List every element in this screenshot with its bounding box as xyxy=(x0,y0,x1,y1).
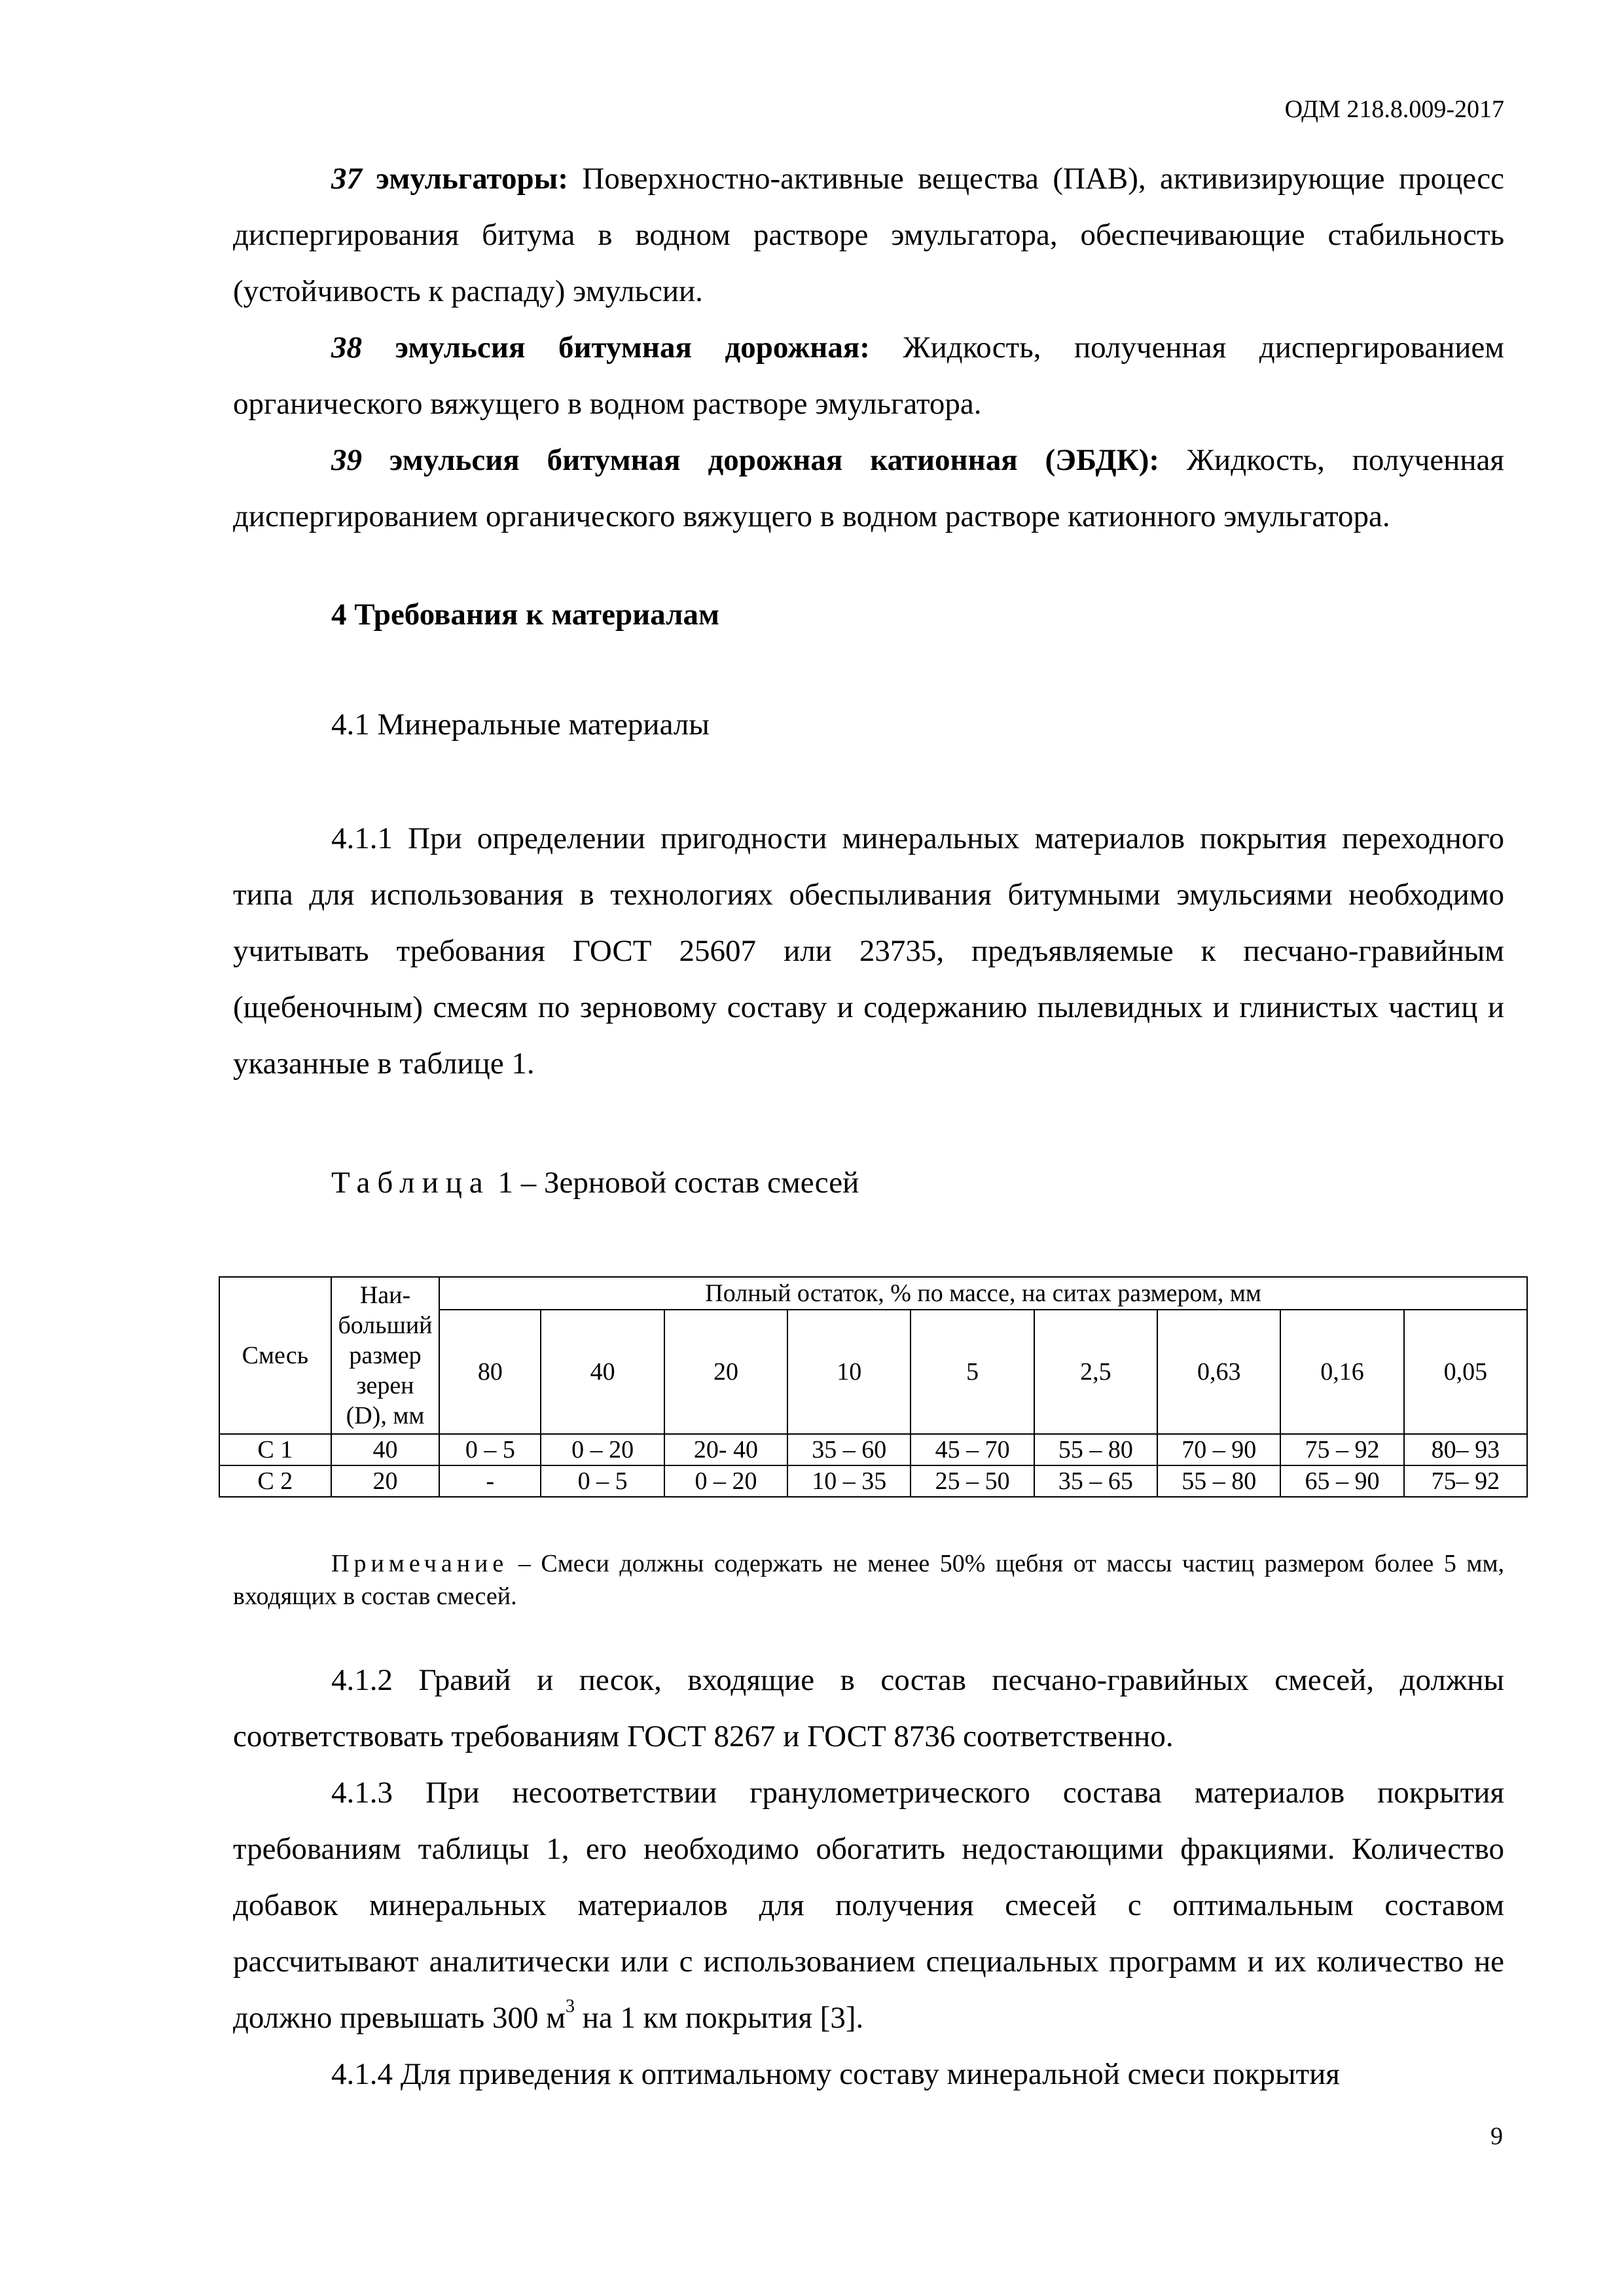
definition-number: 37 xyxy=(331,162,362,196)
residue-cell: 75– 92 xyxy=(1404,1465,1527,1497)
paragraph-text: 4.1.3 При несоответствии гранулометрического состава материалов покрытия требованиям таблицы 1, его необходимо обогатить недостающими фракциями. Количество добавок минеральных материалов для получения смесей с оптимальным составом рассчитывают аналитически или с использованием специальных программ и их количество не должно превышать 300 м xyxy=(233,1776,1504,2035)
table-caption xyxy=(233,1155,1504,1211)
definition-text: Жидкость, полученная диспергированием органического вяжущего в водном растворе катионного эмульгатора. xyxy=(233,443,1504,533)
definition-text: Поверхностно-активные вещества (ПАВ), активизирующие процесс диспергирования битума в водном растворе эмульгатора, обеспечивающие стабильность (устойчивость к распаду) эмульсии. xyxy=(233,162,1505,308)
residue-cell: 55 – 80 xyxy=(1034,1434,1157,1465)
sieve-size-header: 80 xyxy=(439,1310,541,1434)
definition-term: эмульгаторы: xyxy=(376,162,568,196)
definition-38 xyxy=(233,319,1504,432)
residue-cell: 80– 93 xyxy=(1404,1434,1527,1465)
table-caption-label: Таблица xyxy=(331,1166,490,1200)
sieve-size-header: 40 xyxy=(541,1310,664,1434)
section-heading: 4 Требования к материалам xyxy=(331,598,720,632)
residue-cell: 35 – 60 xyxy=(787,1434,911,1465)
residue-cell: 20- 40 xyxy=(664,1434,787,1465)
sieve-size-header: 2,5 xyxy=(1034,1310,1157,1434)
sieve-size-header: 0,16 xyxy=(1280,1310,1403,1434)
definition-37 xyxy=(233,151,1504,319)
paragraph-4-1-1: 4.1.1 При определении пригодности минеральных материалов покрытия переходного типа для использования в технологиях обеспыливания битумными эмульсиями необходимо учитывать требования ГОСТ 25607 или 23735, предъявляемые к песчано-гравийным (щебеночным) смесям по зерновому составу и содержанию пылевидных и глинистых частиц и указанные в таблице 1. xyxy=(233,821,1504,1081)
note-text: – Смеси должны содержать не менее 50% щебня от массы частиц размером более 5 мм, входящих в состав смесей. xyxy=(233,1550,1504,1610)
paragraph-4-1-4: 4.1.4 Для приведения к оптимальному составу минеральной смеси покрытия xyxy=(331,2057,1340,2091)
text-body xyxy=(233,151,1504,2102)
residue-cell: 55 – 80 xyxy=(1157,1465,1280,1497)
superscript: 3 xyxy=(565,1996,575,2017)
table-row xyxy=(219,1434,1527,1465)
residue-cell: 10 – 35 xyxy=(787,1465,911,1497)
max-size-cell: 40 xyxy=(331,1434,440,1465)
sieve-size-header: 10 xyxy=(787,1310,911,1434)
header-max-grain-size: Наи- больший размер зерен (D), мм xyxy=(331,1277,440,1434)
paragraph-4-1-3 xyxy=(233,1765,1504,2046)
mix-name-cell: С 1 xyxy=(219,1434,331,1465)
residue-cell: 0 – 20 xyxy=(664,1465,787,1497)
definition-number: 38 xyxy=(331,331,362,365)
subsection-heading: 4.1 Минеральные материалы xyxy=(331,708,710,742)
definition-39 xyxy=(233,432,1504,545)
residue-cell: 0 – 5 xyxy=(439,1434,541,1465)
table-caption-text: 1 – Зерновой состав смесей xyxy=(490,1166,859,1200)
sieve-size-header: 0,63 xyxy=(1157,1310,1280,1434)
paragraph-text: на 1 км покрытия [3]. xyxy=(574,2001,864,2035)
table-row xyxy=(219,1465,1527,1497)
mix-name-cell: С 2 xyxy=(219,1465,331,1497)
residue-cell: 0 – 20 xyxy=(541,1434,664,1465)
residue-cell: 65 – 90 xyxy=(1280,1465,1403,1497)
residue-cell: 25 – 50 xyxy=(911,1465,1034,1497)
max-size-cell: 20 xyxy=(331,1465,440,1497)
header-sieve-group: Полный остаток, % по массе, на ситах размером, мм xyxy=(439,1277,1527,1310)
paragraph-4-1-2: 4.1.2 Гравий и песок, входящие в состав песчано-гравийных смесей, должны соответствовать требованиям ГОСТ 8267 и ГОСТ 8736 соответственно. xyxy=(233,1663,1504,1753)
residue-cell: 70 – 90 xyxy=(1157,1434,1280,1465)
definition-number: 39 xyxy=(331,443,362,477)
residue-cell: - xyxy=(439,1465,541,1497)
residue-cell: 35 – 65 xyxy=(1034,1465,1157,1497)
document-code: ОДМ 218.8.009-2017 xyxy=(1284,96,1504,123)
sieve-size-header: 0,05 xyxy=(1404,1310,1527,1434)
sieve-size-header: 5 xyxy=(911,1310,1034,1434)
header-mix: Смесь xyxy=(219,1277,331,1434)
table-note xyxy=(233,1547,1504,1613)
definition-text: Жидкость, полученная диспергированием органического вяжущего в водном растворе эмульгатора. xyxy=(233,331,1504,421)
grain-composition-table xyxy=(219,1276,1528,1498)
sieve-size-header: 20 xyxy=(664,1310,787,1434)
residue-cell: 45 – 70 xyxy=(911,1434,1034,1465)
note-label: Примечание xyxy=(331,1550,509,1577)
definition-term: эмульсия битумная дорожная: xyxy=(395,331,870,365)
definition-term: эмульсия битумная дорожная катионная (ЭБДК): xyxy=(389,443,1160,477)
page-number: 9 xyxy=(1490,2123,1503,2150)
residue-cell: 0 – 5 xyxy=(541,1465,664,1497)
residue-cell: 75 – 92 xyxy=(1280,1434,1403,1465)
